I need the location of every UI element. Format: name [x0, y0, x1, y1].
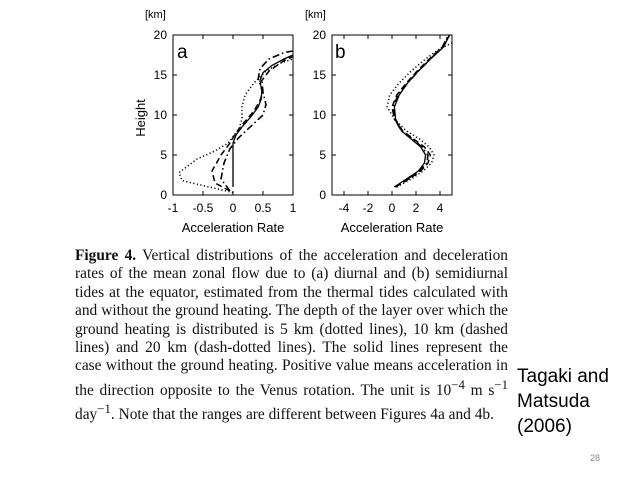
panel-b-x-tick-label: -2 [362, 201, 374, 215]
panel-a-x-axis-label: Acceleration Rate [181, 220, 285, 235]
panel-b-x-tick-label: 4 [436, 201, 444, 215]
panel-a-y-tick-label: 5 [160, 148, 167, 162]
caption-unit-exp-3: −1 [97, 402, 111, 417]
caption-unit-exp-2: −1 [494, 377, 509, 392]
panel-b-plot-frame [332, 35, 452, 195]
caption-unit-exp-1: −4 [451, 377, 465, 392]
panel-b-x-tick-label: -4 [338, 201, 350, 215]
panel-b-y-tick-label: 5 [319, 148, 326, 162]
panel-b-y-tick-label: 10 [312, 108, 326, 122]
citation [517, 364, 609, 439]
page-number: 28 [590, 453, 601, 463]
panel-a-x-tick-label: 0 [229, 201, 237, 215]
panel-a-x-tick-label: -1 [167, 201, 179, 215]
panel-a-y-tick-label: 15 [153, 68, 167, 82]
panel-a-y-tick-label: 0 [160, 188, 167, 202]
caption-text: Vertical distributions of the acceleration and deceleration rates of the mean zonal flow due to (a) diurnal and (b) semidiurnal tides at the equator, estimated from the thermal tides calculated with and without the ground heating. The depth of the layer over which the ground heating is distributed is 5 km (dotted lines), 10 km (dashed lines) and 20 km (dash-dotted lines). The solid lines represent the case without the ground heating. Positive value means acceleration in the direction opposite to the Venus rotation. The unit is 10 [75, 247, 508, 399]
citation-line-1: Tagaki and [517, 366, 609, 387]
caption-unit-mid: m s [464, 381, 495, 399]
caption-figure-label: Figure 4. [75, 247, 137, 264]
panel-b-y-unit: [km] [305, 9, 326, 21]
panel-b-solid-line [394, 35, 449, 187]
panel-a-dashed-line [212, 57, 293, 191]
panel-b-y-tick-label: 0 [319, 188, 326, 202]
panel-a-x-tick-label: 1 [289, 201, 297, 215]
panel-b-dashed-line [392, 35, 450, 187]
panel-b-x-axis-label: Acceleration Rate [340, 220, 444, 235]
panel-a-dotted-line [179, 59, 293, 193]
panel-a-dashdot-line [221, 51, 293, 191]
figure-caption [75, 247, 508, 425]
panel-b-x-tick-label: 0 [388, 201, 396, 215]
panel-b-dotted-line [387, 43, 452, 187]
panel-a-x-tick-label: -0.5 [192, 201, 214, 215]
panel-a-label: a [177, 42, 188, 63]
panel-a-x-tick-label: 0.5 [254, 201, 272, 215]
panel-b-dashdot-line [393, 35, 448, 187]
panel-b [305, 9, 452, 235]
panel-a-y-tick-label: 20 [153, 28, 167, 42]
y-axis-label: Height [133, 99, 148, 137]
panel-a [145, 9, 297, 235]
panel-a-y-tick-label: 10 [153, 108, 167, 122]
panel-b-y-tick-label: 15 [312, 68, 326, 82]
panel-b-y-tick-label: 20 [312, 28, 326, 42]
caption-unit-mid-2: day [75, 406, 98, 424]
panel-b-ticks [313, 28, 452, 215]
citation-line-3: (2006) [517, 416, 572, 437]
panel-b-x-tick-label: 2 [412, 201, 420, 215]
caption-text-end: . Note that the ranges are different between Figures 4a and 4b. [110, 406, 494, 424]
panel-b-label: b [335, 42, 346, 63]
panel-a-y-unit: [km] [145, 9, 166, 21]
panel-a-lines [179, 51, 293, 193]
citation-line-2: Matsuda [517, 391, 590, 412]
panel-b-lines [387, 35, 452, 187]
